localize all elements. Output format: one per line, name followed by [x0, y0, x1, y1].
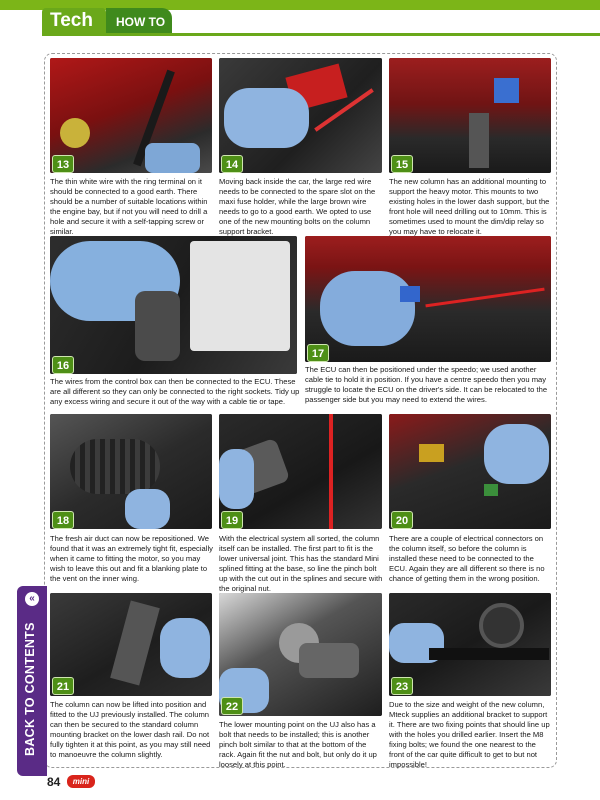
step-13-photo [50, 58, 212, 173]
step-20-photo [389, 414, 551, 529]
step-15-number: 15 [391, 155, 413, 173]
step-18-caption: The fresh air duct can now be repositioned. We found that it was an extremely tight fit, especially when it came to fitting the motor, so you may wish to leave this out and fit a blanking plate to the vent on the inner wing. [50, 534, 213, 583]
step-18-photo [50, 414, 212, 529]
section-tab: Tech [42, 8, 106, 34]
step-23-photo [389, 593, 551, 696]
step-17-caption: The ECU can then be positioned under the speedo; we used another cable tie to hold it in position. If you have a centre speedo then you may struggle to locate the ECU on the driver's side. It can be relocated to the passenger side but you may need to extend the wires. [305, 365, 548, 404]
step-13-caption: The thin white wire with the ring terminal on it should be connected to a good earth. There should be a number of suitable locations within the engine bay, but if not you will need to drill a hole and secure it with a self-tapping screw or similar. [50, 177, 208, 236]
step-16-caption: The wires from the control box can then be connected to the ECU. These are all different so they can only be connected to the right sockets. Tidy up any excess wiring and secure it out of the way with a cable tie or tape. [50, 377, 300, 406]
step-22-number: 22 [221, 697, 243, 715]
step-16-photo [50, 236, 297, 374]
subsection-tab: HOW TO [106, 8, 172, 34]
step-17-photo [305, 236, 551, 362]
step-15-photo [389, 58, 551, 173]
step-19-photo [219, 414, 382, 529]
magazine-logo: mini [67, 775, 95, 788]
step-16-number: 16 [52, 356, 74, 374]
step-21-number: 21 [52, 677, 74, 695]
step-14-photo [219, 58, 382, 173]
back-to-contents-button[interactable] [17, 586, 47, 776]
step-19-caption: With the electrical system all sorted, the column itself can be installed. The first part to fit is the lower universal joint. This has the standard Mini splined fitting at the base, so line the pinch bolt up with the cut out in the splines and secure with the original nut. [219, 534, 383, 593]
step-21-caption: The column can now be lifted into position and fitted to the UJ previously installed. The column can then be secured to the standard column mounting bracket on the lower dash rail. Do not fully tighten it at this point, as you may still need to manoeuvre the column slightly. [50, 700, 211, 759]
step-22-caption: The lower mounting point on the UJ also has a bolt that needs to be installed; this is another pinch bolt similar to that at the bottom of the rack. Again fit the nut and bolt, but only do it up loosely at this point. [219, 720, 377, 769]
step-14-number: 14 [221, 155, 243, 173]
step-17-number: 17 [307, 344, 329, 362]
step-21-photo [50, 593, 212, 696]
step-23-caption: Due to the size and weight of the new column, Mteck supplies an additional bracket to support it. There are two fixing points that should line up with the holes you drilled earlier. Insert the M8 fixing bolts; we found the one nearest to the front of the car quite difficult to get to but not impossible! [389, 700, 550, 769]
step-15-caption: The new column has an additional mounting to support the heavy motor. This mounts to two existing holes in the lower dash support, but the front hole will need drilling out to 10mm. This is sometimes used to mount the dim/dip relay so you may have to relocate it. [389, 177, 550, 236]
double-chevron-left-icon: « [25, 592, 39, 606]
step-14-caption: Moving back inside the car, the large red wire needs to be connected to the spare slot on the maxi fuse holder, while the large brown wire needs to go to a good earth. We opted to use one of the new mounting bolts on the column support bracket. [219, 177, 376, 236]
step-13-number: 13 [52, 155, 74, 173]
step-20-number: 20 [391, 511, 413, 529]
step-19-number: 19 [221, 511, 243, 529]
step-18-number: 18 [52, 511, 74, 529]
back-to-contents-label: BACK TO CONTENTS [23, 622, 37, 756]
header-rule [42, 33, 600, 36]
step-20-caption: There are a couple of electrical connectors on the column itself, so before the column is installed these need to be connected to the ECU. Again they are all different so there is no chance of getting them in the wrong position. [389, 534, 545, 583]
page-number: 84 [47, 775, 61, 789]
step-23-number: 23 [391, 677, 413, 695]
step-22-photo [219, 593, 382, 716]
